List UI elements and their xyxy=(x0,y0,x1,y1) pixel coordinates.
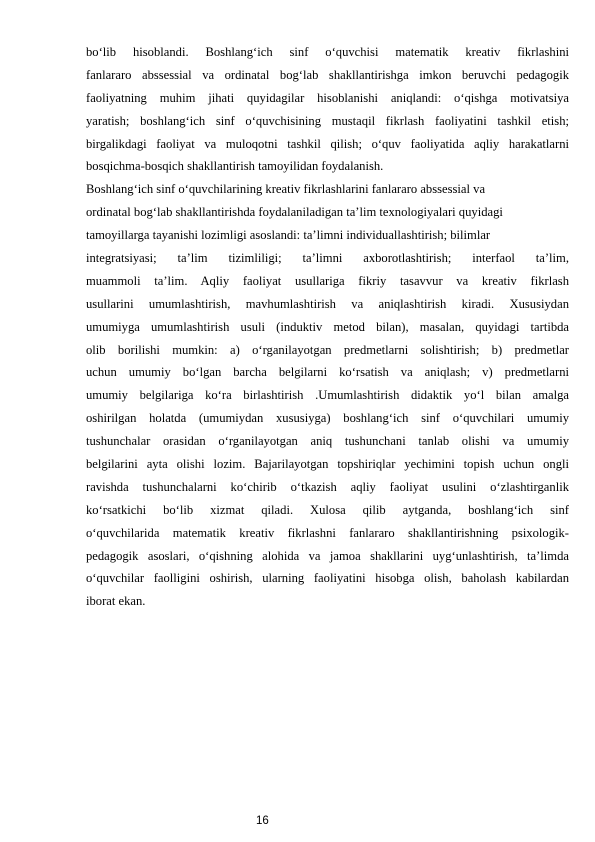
text-line: oshirilgan holatda (umumiydan xususiyga) boshlang‘ich sinf o‘quvchilari umumiy xyxy=(86,411,569,426)
text-line: o‘quvchilarida matematik kreativ fikrlashni fanlararo shakllantirishning psixologik- xyxy=(86,525,569,540)
text-line: faoliyatning muhim jihati quyidagilar hisoblanishi aniqlandi: o‘qishga motivatsiya xyxy=(86,90,569,105)
text-line: integratsiyasi; ta’lim tizimliligi; ta’limni axborotlashtirish; interfaol ta’lim, xyxy=(86,251,569,266)
text-line: tamoyillarga tayanishi lozimligi asoslandi: ta’limni individuallashtirish; bilimlar xyxy=(86,228,491,243)
text-line: ravishda tushunchalarni ko‘chirib o‘tkazish aqliy faoliyat usulini o‘zlashtirganlik xyxy=(86,479,569,494)
text-line: fanlararo abssessial va ordinatal bog‘lab shakllantirishga imkon beruvchi pedagogik xyxy=(86,67,569,82)
text-line: ko‘rsatkichi bo‘lib xizmat qiladi. Xulosa qilib aytganda, boshlang‘ich sinf xyxy=(86,502,569,517)
text-line: ordinatal bog‘lab shakllantirishda foydalaniladigan ta’lim texnologiyalari quyidagi xyxy=(86,205,503,220)
text-line: uchun umumiy bo‘lgan barcha belgilarni ko‘rsatish va aniqlash; v) predmetlarni xyxy=(86,365,569,380)
text-line: umumiyga umumlashtirish usuli (induktiv metod bilan), masalan, quyidagi tartibda xyxy=(86,319,569,334)
text-line: olib borilishi mumkin: a) o‘rganilayotgan predmetlarni solishtirish; b) predmetlar xyxy=(86,342,569,357)
text-line: tushunchalar orasidan o‘rganilayotgan aniq tushunchani tanlab olishi va umumiy xyxy=(86,434,569,449)
text-line: umumiy belgilariga ko‘ra birlashtirish .Umumlashtirish didaktik yo‘l bilan amalga xyxy=(86,388,569,403)
text-line: bo‘lib hisoblandi. Boshlang‘ich sinf o‘quvchisi matematik kreativ fikrlashini xyxy=(86,45,569,59)
text-line: usullarini umumlashtirish, mavhumlashtirish va aniqlashtirish kiradi. Xususiydan xyxy=(86,296,569,311)
text-line: o‘quvchilar faolligini oshirish, ularning faoliyatini hisobga olish, baholash kabilardan xyxy=(86,571,569,586)
body-text xyxy=(86,41,569,613)
text-line: iborat ekan. xyxy=(86,594,146,609)
text-line: belgilarini ayta olishi lozim. Bajarilayotgan topshiriqlar yechimini topish uchun ongli xyxy=(86,457,569,472)
page-number: 16 xyxy=(256,815,269,827)
text-line: yaratish; boshlang‘ich sinf o‘quvchisining mustaqil fikrlash faoliyatini tashkil etish; xyxy=(86,113,569,128)
text-line: muammoli ta’lim. Aqliy faoliyat usullariga fikriy tasavvur va kreativ fikrlash xyxy=(86,273,569,288)
text-line: bosqichma-bosqich shakllantirish tamoyilidan foydalanish. xyxy=(86,159,384,174)
text-line: Boshlang‘ich sinf o‘quvchilarining kreativ fikrlashlarini fanlararo abssessial va xyxy=(86,182,486,197)
text-line: pedagogik asoslari, o‘qishning alohida va jamoa shakllarini uyg‘unlashtirish, ta’limda xyxy=(86,548,569,563)
text-line: birgalikdagi faoliyat va muloqotni tashkil qilish; o‘quv faoliyatida aqliy harakatlarni xyxy=(86,136,569,151)
